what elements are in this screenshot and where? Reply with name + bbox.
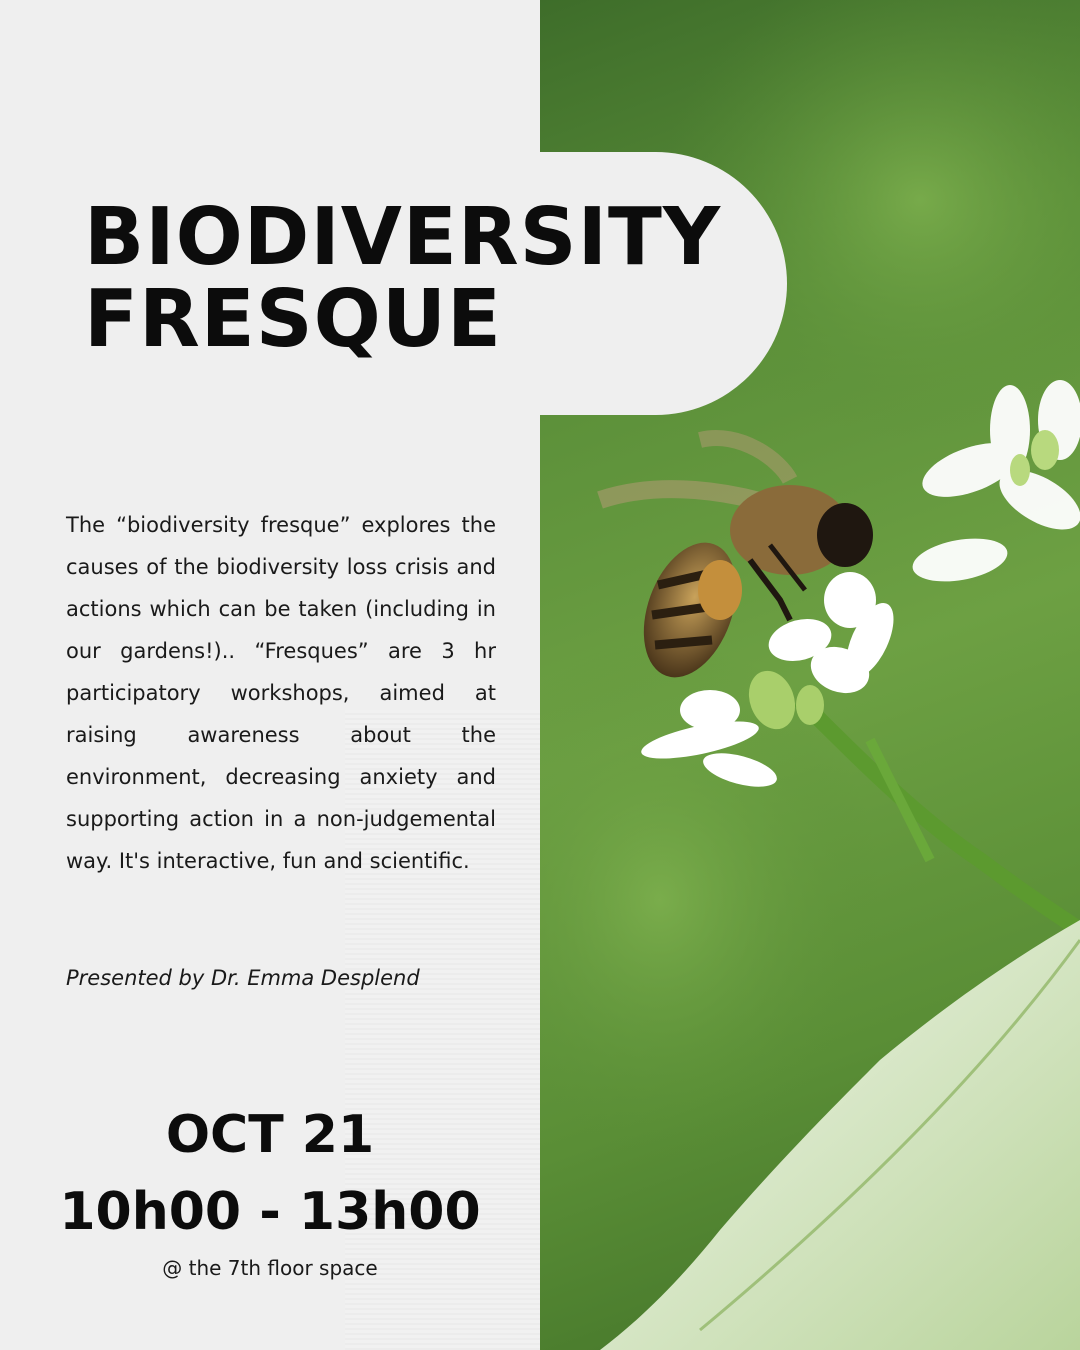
- presenter-credit: Presented by Dr. Emma Desplend: [66, 966, 420, 990]
- event-description: The “biodiversity fresque” explores the causes of the biodiversity loss crisis and actions which can be taken (including in our gardens!).. “Fresques” are 3 hr participatory workshops, aimed at raising awareness about the environment, decreasing anxiety and supporting action in a non-judgemental way. It's interactive, fun and scientific.: [66, 513, 496, 873]
- title-line-2: FRESQUE: [84, 273, 502, 365]
- event-title: [84, 191, 722, 365]
- event-venue: @ the 7th floor space: [162, 1256, 378, 1280]
- event-date: OCT 21: [165, 1105, 375, 1165]
- event-time: 10h00 - 13h00: [59, 1182, 481, 1242]
- title-line-1: BIODIVERSITY: [84, 191, 722, 283]
